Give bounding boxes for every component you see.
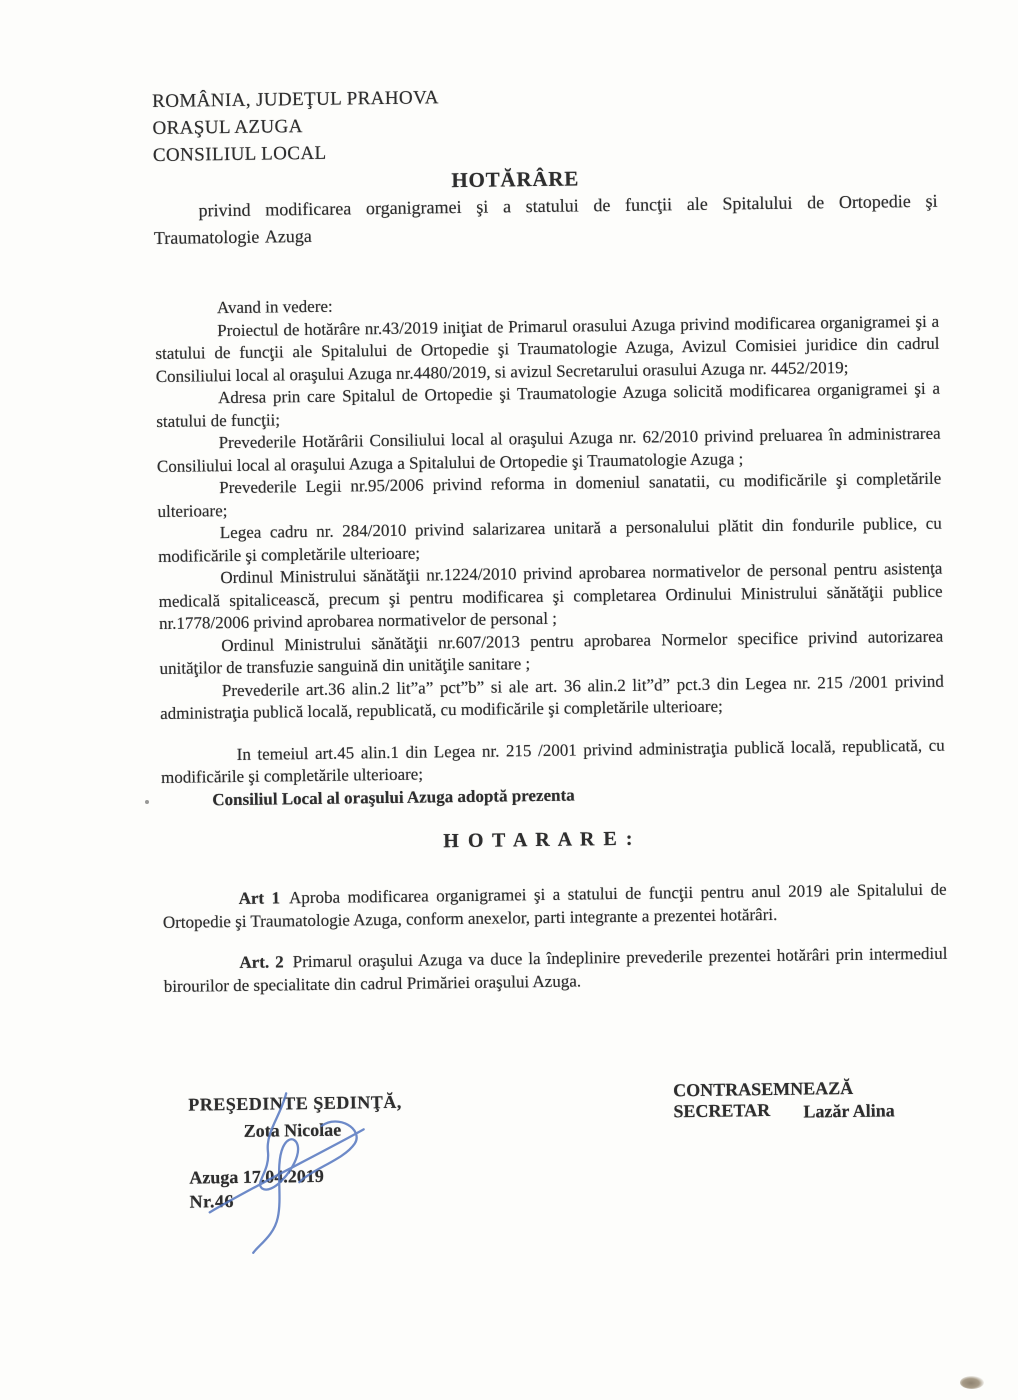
countersign-name: Lazăr Alina — [803, 1100, 895, 1122]
article-1-text: Aproba modificarea organigramei şi a statului de funcţii pentru anul 2019 ale Spitalului de Ortopedie şi Traumatologie Azuga, conform anexelor, parti integrante a prezentei hotărâri. — [162, 879, 947, 932]
preamble-paragraph: Legea cadru nr. 284/2010 privind salarizarea unitară a personalului plătit din fondurile publice, cu modificările şi completările ulterioare; — [158, 513, 942, 566]
preamble-paragraph: Ordinul Ministrului sănătăţii nr.607/2013 pentru aprobarea Normelor specifice privind autorizarea unităţilor de transfuzie sanguină din unităţile sanitare ; — [159, 626, 944, 678]
president-role-label: PREŞEDINTE ŞEDINŢĂ, — [188, 1091, 402, 1115]
decision-heading: H O T A R A R E : — [443, 827, 635, 853]
preamble-paragraph: Prevederile Hotărârii Consiliului local al oraşului Azuga nr. 62/2010 privind preluarea în administrarea Consiliului local al oraşului Azuga a Spitalului de Ortopedie şi Traumatologie Azuga ; — [156, 423, 941, 476]
issue-place-date: Azuga 17.04.2019 — [189, 1165, 324, 1188]
preamble-paragraph: Proiectul de hotărâre nr.43/2019 iniţiat de Primarul orasului Azuga privind modificarea organigramei şi a statului de funcţii ale Spitalului de Ortopedie şi Traumatologie Azuga, Avizul Comisiei juridice din cadrul Consiliului local al oraşului Azuga nr.4480/2019, si avizul Secretarului orasului Azuga nr. 4452/2019; — [155, 311, 940, 386]
preamble-paragraph: Prevederile art.36 alin.2 lit”a” pct”b” si ale art. 36 alin.2 lit”d” pct.3 din Legea nr. 215 /2001 privind administraţia publică locală, republicată, cu modificările şi completările ulterioare; — [160, 671, 944, 723]
handwritten-signature-ink — [195, 1085, 397, 1268]
header-line-country: ROMÂNIA, JUDEŢUL PRAHOVA — [152, 87, 439, 112]
scan-smudge-mark — [960, 1376, 984, 1389]
article-2-label: Art. 2 — [239, 952, 284, 972]
article-2 — [163, 943, 948, 998]
document-content — [152, 78, 953, 1378]
countersign-role-label: CONTRASEMNEAZĂ SECRETAR — [673, 1077, 854, 1122]
preamble-paragraph: Ordinul Ministrului sănătăţii nr.1224/2010 privind aprobarea normativelor de personal pentru asistenţa medicală spitalicească, precum şi pentru modificarea şi completarea Ordinului Ministrului sănătăţii publice nr.1778/2006 privind aprobarea normativelor de personal ; — [158, 558, 943, 633]
header-line-council: CONSILIUL LOCAL — [152, 142, 327, 166]
document-title: HOTĂRÂRE — [451, 166, 580, 193]
preamble-paragraph: Prevederile Legii nr.95/2006 privind reforma in domeniul sanatatii, cu modificările şi completările ulterioare; — [157, 468, 942, 521]
article-1-label: Art 1 — [238, 888, 281, 908]
preamble-intro: Avand in vedere: — [216, 296, 333, 318]
scan-speck — [145, 800, 149, 804]
legal-basis-clause: In temeiul art.45 alin.1 din Legea nr. 215 /2001 privind administraţia publică locală, republicată, cu modificările şi completările ulterioare; — [160, 735, 945, 787]
article-1 — [162, 879, 947, 934]
article-2-text: Primarul oraşului Azuga va duce la îndeplinire prevederile prezentei hotărâri prin intermediul birourilor de specialitate din cadrul Primăriei oraşului Azuga. — [163, 943, 948, 996]
header-line-city: ORAŞUL AZUGA — [152, 116, 303, 139]
adoption-clause: Consiliul Local al oraşului Azuga adoptă prezenta — [212, 785, 575, 809]
issue-number: Nr.46 — [189, 1191, 235, 1212]
issuing-authority-block — [152, 78, 937, 169]
preamble-paragraph: Adresa prin care Spitalul de Ortopedie şi Traumatologie Azuga solicită modificarea organigramei şi a statului de funcţii; — [156, 378, 941, 431]
president-name: Zota Nicolae — [243, 1119, 342, 1141]
document-subject: privind modificarea organigramei şi a statului de funcţii ale Spitalului de Ortopedie şi Traumatologie Azuga — [153, 190, 938, 248]
